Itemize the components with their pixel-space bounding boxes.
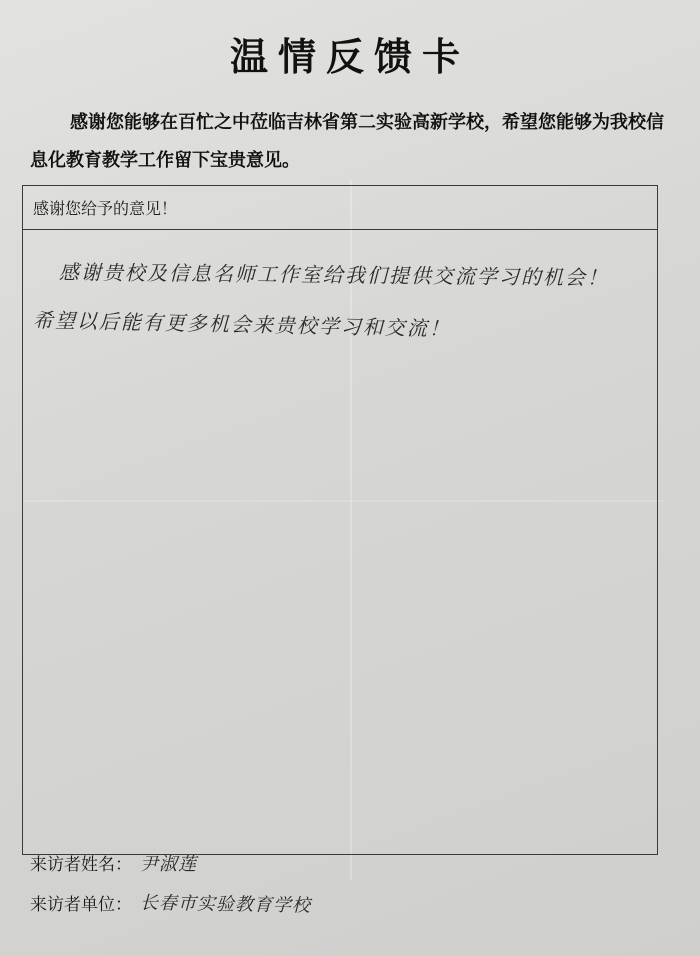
handwritten-feedback-line: 感谢贵校及信息名师工作室给我们提供交流学习的机会！ xyxy=(58,260,610,290)
intro-paragraph: 感谢您能够在百忙之中莅临吉林省第二实验高新学校，希望您能够为我校信息化教育教学工作留下宝贵意见。 xyxy=(30,112,664,171)
visitor-name-label: 来访者姓名： xyxy=(30,855,132,875)
visitor-unit-value: 长春市实验教育学校 xyxy=(139,892,312,917)
visitor-unit-row xyxy=(30,890,311,916)
feedback-box-label: 感谢您给予的意见！ xyxy=(33,199,178,218)
handwritten-feedback-line: 希望以后能有更多机会来贵校学习和交流！ xyxy=(32,308,452,341)
feedback-box-header xyxy=(23,186,657,230)
visitor-name-row xyxy=(30,850,197,876)
visitor-unit-label: 来访者单位： xyxy=(30,895,132,915)
card-title: 温情反馈卡 xyxy=(229,34,470,79)
visitor-name-value: 尹淑莲 xyxy=(140,854,197,875)
feedback-box xyxy=(22,185,658,855)
